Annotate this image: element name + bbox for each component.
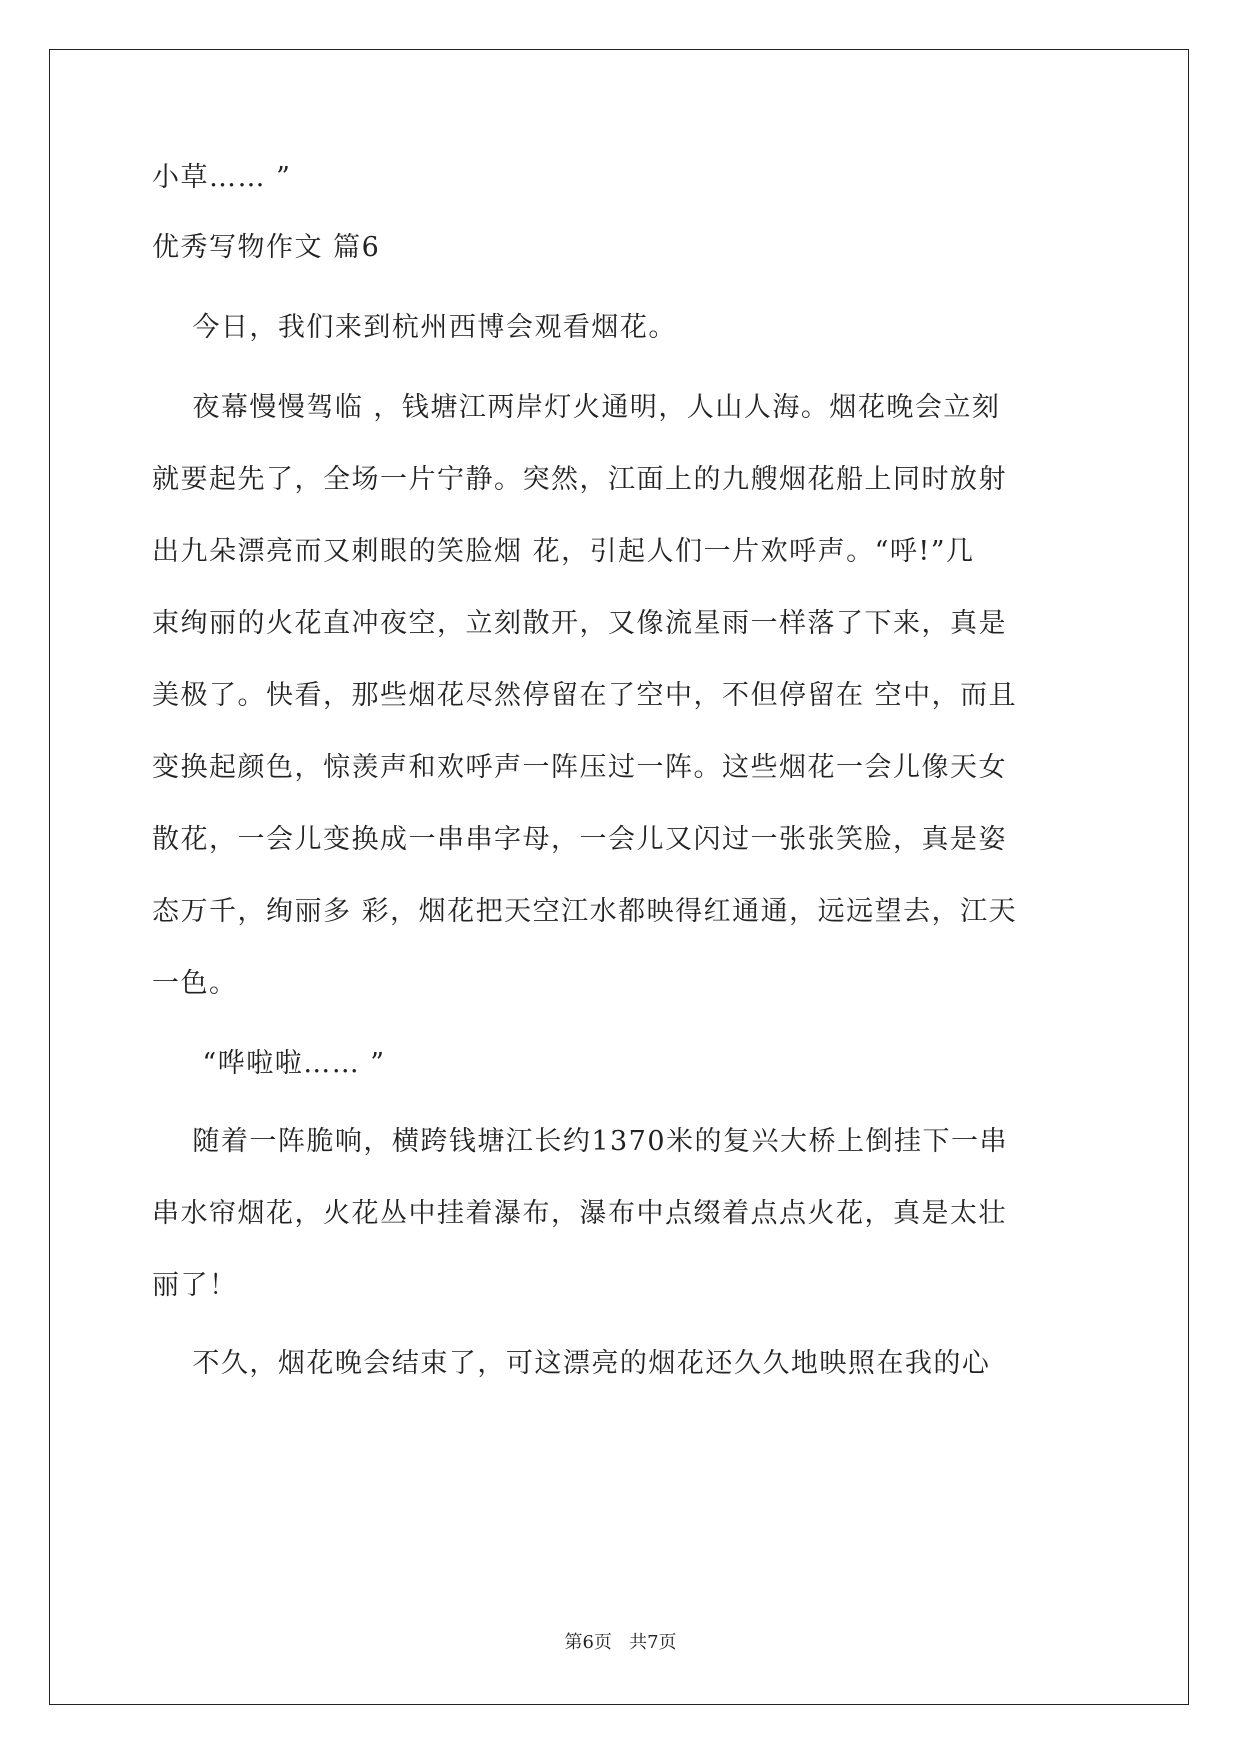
text-line: 散花，一会儿变换成一串串字母，一会儿又闪过一张张笑脸，真是姿	[152, 824, 1007, 855]
text-line: 出九朵漂亮而又刺眼的笑脸烟 花，引起人们一片欢呼声。“呼!”几	[152, 536, 975, 567]
text-line: 随着一阵脆响，横跨钱塘江长约1370米的复兴大桥上倒挂下一串	[152, 1126, 1009, 1157]
text-line: 态万千，绚丽多 彩，烟花把天空江水都映得红通通，远远望去，江天	[152, 896, 1018, 927]
text-line: 小草…… ”	[152, 162, 292, 193]
text-line: 不久，烟花晚会结束了，可这漂亮的烟花还久久地映照在我的心	[152, 1348, 991, 1379]
page-border	[49, 49, 1189, 1705]
text-line: 串水帘烟花，火花丛中挂着瀑布，瀑布中点缀着点点火花，真是太壮	[152, 1198, 1007, 1229]
text-line: 变换起颜色，惊羡声和欢呼声一阵压过一阵。这些烟花一会儿像天女	[152, 752, 1007, 783]
section-heading: 优秀写物作文 篇6	[152, 232, 381, 263]
text-line: 美极了。快看，那些烟花尽然停留在了空中，不但停留在 空中，而且	[152, 680, 1018, 711]
text-line: 束绚丽的火花直冲夜空，立刻散开，又像流星雨一样落了下来，真是	[152, 608, 1007, 639]
text-line: “哗啦啦…… ”	[152, 1048, 386, 1079]
text-line: 夜幕慢慢驾临 ，钱塘江两岸灯火通明，人山人海。烟花晚会立刻	[152, 392, 1001, 423]
page-indicator: 第6页 共7页	[564, 1632, 677, 1653]
text-line: 一色。	[152, 968, 238, 999]
text-line: 丽了！	[152, 1270, 238, 1301]
text-line: 今日，我们来到杭州西博会观看烟花。	[152, 312, 677, 343]
text-line: 就要起先了，全场一片宁静。突然，江面上的九艘烟花船上同时放射	[152, 464, 1007, 495]
